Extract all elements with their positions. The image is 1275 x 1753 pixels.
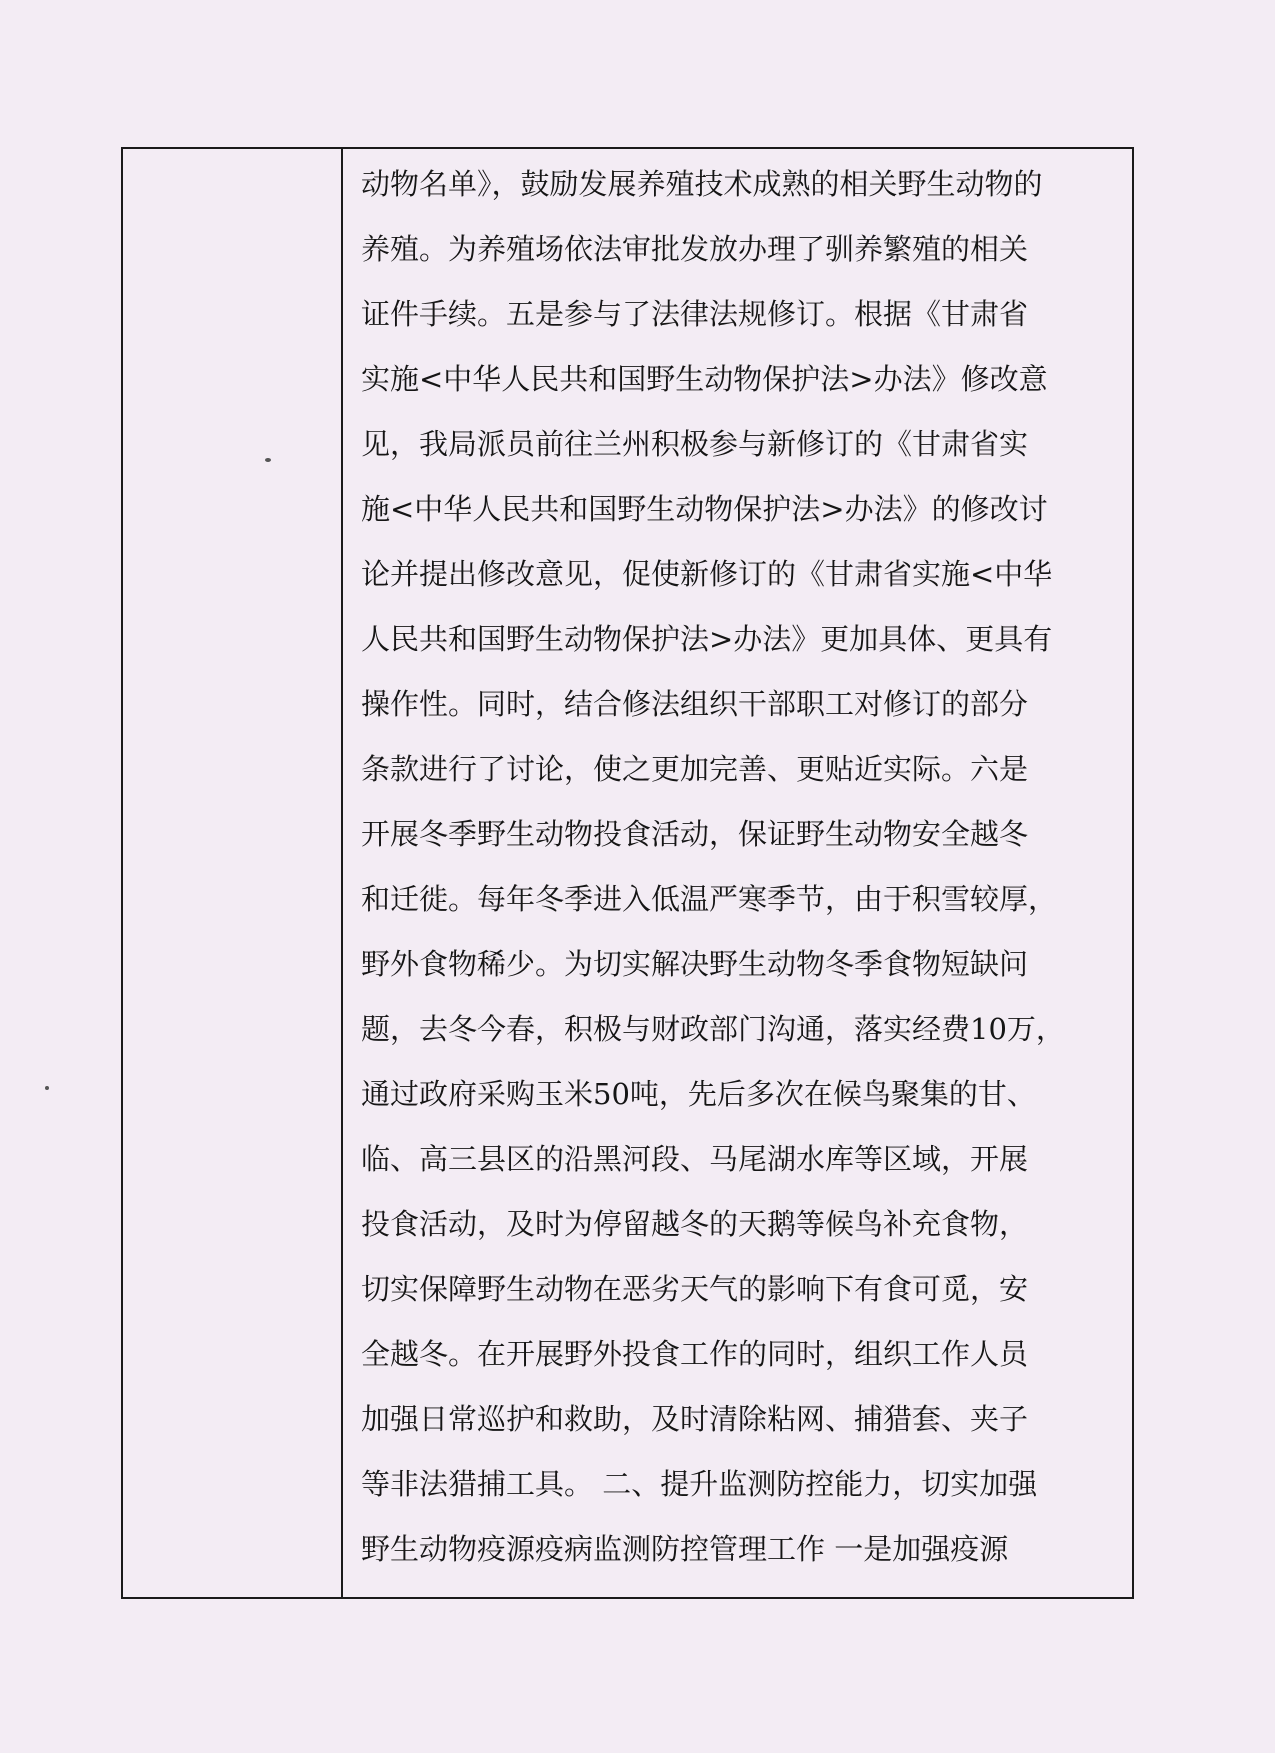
text-line: 野生动物疫源疫病监测防控管理工作 一是加强疫源 [361,1532,1009,1566]
text-line: 实施<中华人民共和国野生动物保护法>办法》修改意 [361,362,1048,396]
text-line: 加强日常巡护和救助，及时清除粘网、捕猎套、夹子 [361,1402,1029,1436]
text-line: 人民共和国野生动物保护法>办法》更加具体、更具有 [361,622,1053,656]
text-line: 等非法猎捕工具。 二、提升监测防控能力，切实加强 [361,1467,1038,1501]
text-line: 通过政府采购玉米50吨，先后多次在候鸟聚集的甘、 [361,1077,1036,1111]
text-line: 投食活动，及时为停留越冬的天鹅等候鸟补充食物， [361,1207,1029,1241]
text-line: 动物名单》，鼓励发展养殖技术成熟的相关野生动物的 [361,167,1043,201]
text-line: 证件手续。五是参与了法律法规修订。根据《甘肃省 [361,297,1029,331]
table-left-column [123,149,343,1597]
scan-speck [265,458,271,462]
document-table [121,147,1134,1599]
text-line: 见，我局派员前往兰州积极参与新修订的《甘肃省实 [361,427,1029,461]
text-line: 野外食物稀少。为切实解决野生动物冬季食物短缺问 [361,947,1029,981]
text-line: 论并提出修改意见，促使新修订的《甘肃省实施<中华 [361,557,1053,591]
text-line: 临、高三县区的沿黑河段、马尾湖水库等区域，开展 [361,1142,1029,1176]
text-line: 和迁徙。每年冬季进入低温严寒季节，由于积雪较厚， [361,882,1058,916]
table-content-column [343,149,1132,1597]
text-line: 条款进行了讨论，使之更加完善、更贴近实际。六是 [361,752,1029,786]
text-line: 全越冬。在开展野外投食工作的同时，组织工作人员 [361,1337,1029,1371]
text-line: 开展冬季野生动物投食活动，保证野生动物安全越冬 [361,817,1029,851]
text-line: 题，去冬今春，积极与财政部门沟通，落实经费10万， [361,1012,1065,1046]
text-line: 施<中华人民共和国野生动物保护法>办法》的修改讨 [361,492,1048,526]
scan-speck [45,1086,49,1090]
text-line: 切实保障野生动物在恶劣天气的影响下有食可觅，安 [361,1272,1029,1306]
text-line: 养殖。为养殖场依法审批发放办理了驯养繁殖的相关 [361,232,1029,266]
text-line: 操作性。同时，结合修法组织干部职工对修订的部分 [361,687,1029,721]
